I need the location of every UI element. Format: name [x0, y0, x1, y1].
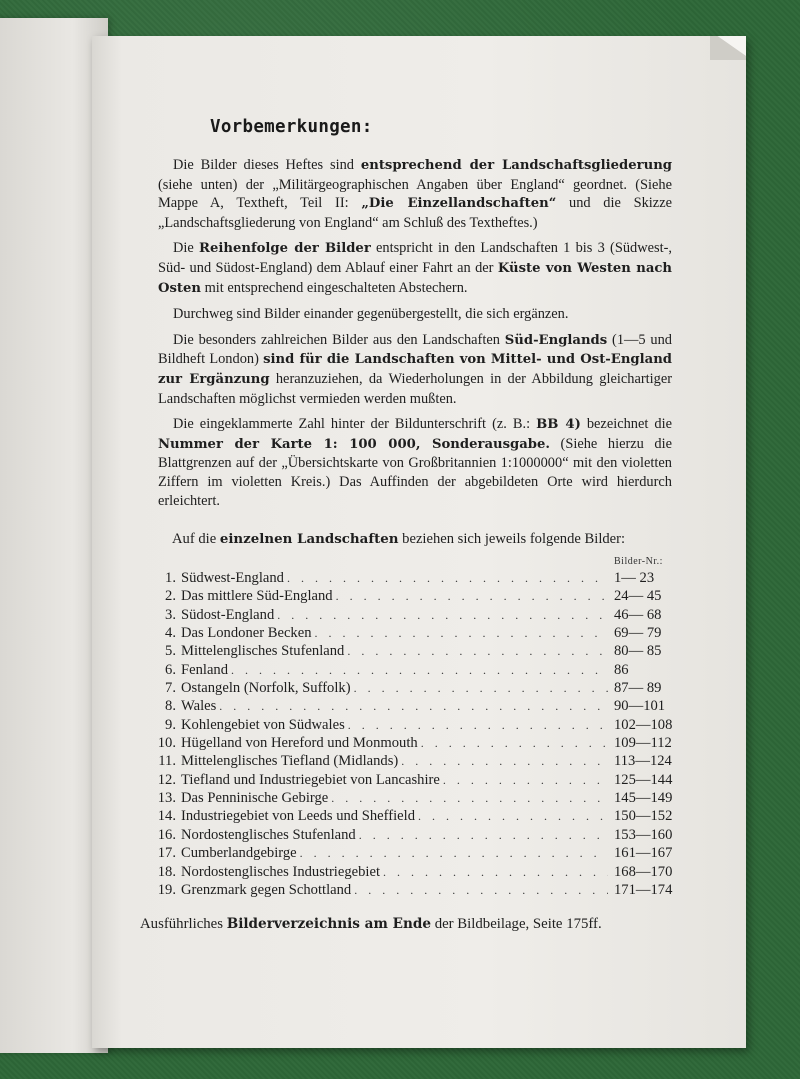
list-item — [140, 716, 686, 734]
picture-range: 171—174 — [614, 881, 673, 898]
paragraph-map-number: Die eingeklammerte Zahl hinter der Bildunterschrift (z. B.: BB 4) bezeichnet die Nummer der Karte 1: 100 000, Sonderausgabe. (Siehe hierzu die Blattgrenzen auf der „Übersichtskarte von Großbritannien 1:1000000“ mit den violetten Ziffern im violetten Kreis.) Das Auffinden der abgebildeten Orte wird hierdurch erleichtert. — [158, 416, 672, 509]
paragraph-supplement: Die besonders zahlreichen Bilder aus den Landschaften Süd-Englands (1—5 und Bildheft London) sind für die Landschaften von Mittel- und Ost-England zur Ergänzung heranzuziehen, da Wiederholungen in der Abbildung gleichartiger Landschaften möglichst vermieden werden mußten. — [158, 331, 672, 407]
paragraph-arrangement: Die Bilder dieses Heftes sind entsprechend der Landschaftsgliederung (siehe unten) der „Militärgeographischen Angaben über England“ geordnet. (Siehe Mappe A, Textheft, Teil II: „Die Einzellandschaften“ und die Skizze „Landschaftsgliederung von England“ am Schluß des Textheftes.) — [158, 157, 672, 231]
dot-leader — [219, 697, 608, 715]
list-item — [140, 569, 686, 587]
region-name: Grenzmark gegen Schottland — [181, 881, 352, 898]
list-item — [140, 606, 686, 624]
region-name: Südost-England — [181, 606, 275, 623]
region-name: Mittelenglisches Stufenland — [181, 643, 345, 660]
list-item — [140, 679, 686, 697]
picture-range: 1— 23 — [614, 570, 655, 586]
picture-range: 46— 68 — [614, 606, 662, 623]
list-item — [140, 661, 686, 679]
region-number: 16. — [157, 826, 176, 843]
dot-leader — [418, 807, 608, 825]
dot-leader — [347, 642, 608, 660]
region-number: 9. — [165, 716, 176, 733]
region-name: Tiefland und Industriegebiet von Lancashire — [181, 771, 440, 788]
list-item — [140, 844, 686, 862]
region-name: Nordostenglisches Industriegebiet — [181, 863, 380, 880]
list-item — [140, 881, 686, 899]
picture-range: 145—149 — [614, 790, 673, 807]
region-name: Südwest-England — [181, 570, 284, 586]
region-number: 13. — [157, 790, 176, 807]
region-name: Das mittlere Süd-England — [181, 588, 333, 605]
picture-range: 80— 85 — [614, 643, 662, 660]
picture-range: 161—167 — [614, 845, 673, 862]
region-name: Ostangeln (Norfolk, Suffolk) — [181, 680, 351, 697]
region-number: 10. — [157, 735, 176, 752]
region-number: 3. — [165, 606, 176, 623]
region-number: 11. — [158, 753, 176, 770]
dot-leader — [231, 661, 608, 679]
dot-leader — [287, 569, 608, 587]
dot-leader — [443, 771, 608, 789]
paragraph-order: Die Reihenfolge der Bilder entspricht in den Landschaften 1 bis 3 (Südwest-, Süd- und Südost-England) dem Ablauf einer Fahrt an der Küste von Westen nach Osten mit entsprechend eingeschalteten Abstechern. — [158, 240, 673, 296]
region-number: 1. — [165, 570, 176, 586]
picture-range: 24— 45 — [614, 588, 662, 605]
region-list-intro: Auf die einzelnen Landschaften beziehen sich jeweils folgende Bilder: — [172, 531, 626, 547]
dot-leader — [354, 881, 608, 899]
dot-leader — [336, 587, 608, 605]
region-number: 4. — [165, 625, 176, 642]
list-item — [140, 789, 686, 807]
picture-range: 153—160 — [614, 826, 673, 843]
picture-range: 113—124 — [614, 753, 672, 770]
index-reference-note: Ausführliches Bilderverzeichnis am Ende der Bildbeilage, Seite 175ff. — [140, 916, 602, 932]
list-item — [140, 642, 686, 660]
dot-leader — [315, 624, 609, 642]
region-name: Fenland — [181, 661, 229, 678]
dot-leader — [383, 863, 608, 881]
region-name: Cumberlandgebirge — [181, 845, 297, 862]
region-name: Hügelland von Hereford und Monmouth — [181, 735, 418, 752]
region-number: 17. — [157, 845, 176, 862]
list-item — [140, 734, 686, 752]
region-number: 5. — [165, 643, 176, 660]
region-number: 18. — [157, 863, 176, 880]
picture-range: 109—112 — [614, 735, 672, 752]
region-number: 8. — [165, 698, 176, 715]
picture-range: 125—144 — [614, 771, 673, 788]
picture-range: 90—101 — [614, 698, 666, 715]
picture-number-column-header: Bilder-Nr.: — [614, 556, 663, 567]
list-item — [140, 752, 686, 770]
picture-range: 168—170 — [614, 863, 673, 880]
dot-leader — [348, 716, 608, 734]
list-item — [140, 624, 686, 642]
page-title: Vorbemerkungen: — [210, 117, 373, 137]
list-item — [140, 826, 686, 844]
region-name: Industriegebiet von Leeds und Sheffield — [181, 808, 415, 825]
dot-leader — [300, 844, 608, 862]
list-item — [140, 807, 686, 825]
dot-leader — [277, 606, 608, 624]
dot-leader — [401, 752, 608, 770]
list-item — [140, 863, 686, 881]
picture-range: 150—152 — [614, 808, 673, 825]
region-name: Das Londoner Becken — [181, 625, 312, 642]
dot-leader — [331, 789, 608, 807]
picture-range: 69— 79 — [614, 625, 662, 642]
region-number: 7. — [165, 680, 176, 697]
region-number: 6. — [165, 661, 176, 678]
folded-page-corner — [710, 36, 746, 60]
list-item — [140, 587, 686, 605]
region-number: 2. — [165, 588, 176, 605]
region-number: 12. — [157, 771, 176, 788]
picture-range: 87— 89 — [614, 680, 662, 697]
picture-range: 86 — [614, 661, 629, 678]
region-name: Wales — [181, 698, 217, 715]
dot-leader — [359, 826, 608, 844]
region-number: 19. — [157, 881, 176, 898]
region-name: Mittelenglisches Tiefland (Midlands) — [181, 753, 399, 770]
region-name: Das Penninische Gebirge — [181, 790, 329, 807]
picture-range: 102—108 — [614, 716, 673, 733]
preliminary-remarks — [158, 156, 672, 517]
region-list — [140, 569, 686, 899]
region-name: Kohlengebiet von Südwales — [181, 716, 345, 733]
dot-leader — [354, 679, 608, 697]
region-number: 14. — [157, 808, 176, 825]
paragraph-pairing: Durchweg sind Bilder einander gegenübergestellt, die sich ergänzen. — [173, 306, 569, 323]
dot-leader — [421, 734, 608, 752]
region-name: Nordostenglisches Stufenland — [181, 826, 356, 843]
list-item — [140, 697, 686, 715]
list-item — [140, 771, 686, 789]
